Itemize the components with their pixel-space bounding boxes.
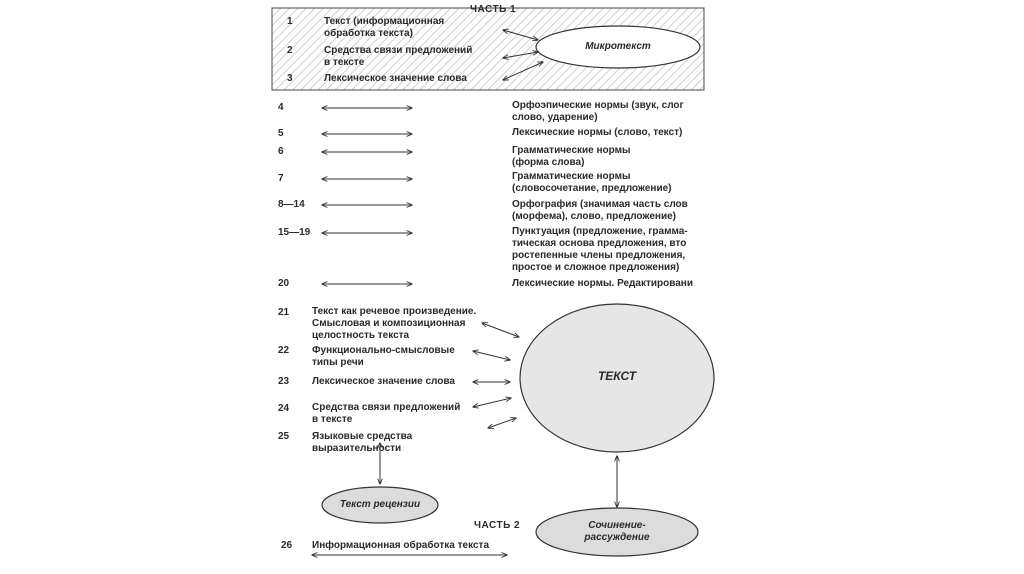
row-num: 2 [287, 45, 293, 56]
text-bubble-label: ТЕКСТ [597, 369, 637, 383]
arrow-22-text [473, 351, 510, 360]
row-num: 23 [278, 376, 290, 387]
part2-header: ЧАСТЬ 2 [474, 520, 521, 531]
row-text: Средства связи предложений в тексте [312, 402, 461, 425]
microtext-label: Микротекст [585, 41, 651, 52]
row-num: 8—14 [278, 199, 305, 210]
arrow-24-text [473, 398, 511, 407]
row-text: Функционально-смысловые типы речи [312, 345, 455, 368]
row-num: 25 [278, 431, 290, 442]
row-num: 4 [278, 102, 284, 113]
arrow-21-text [482, 323, 519, 337]
row-num: 21 [278, 307, 290, 318]
row-num: 20 [278, 278, 290, 289]
row-text: Орфография (значимая часть слов (морфема), слово, предложение) [512, 199, 688, 222]
row-text: Орфоэпические нормы (звук, слог слово, ударение) [512, 100, 684, 123]
row-num: 3 [287, 73, 293, 84]
row-text: Пунктуация (предложение, грамма- тическая основа предложения, вто ростепенные члены предложения, простое и сложное предложения) [512, 226, 688, 273]
row-num: 22 [278, 345, 290, 356]
review-bubble-label: Текст рецензии [339, 499, 421, 510]
row-text: Текст как речевое произведение. Смысловая и композиционная целостность текста [312, 306, 477, 341]
row-num: 6 [278, 146, 284, 157]
essay-bubble-label: Сочинение- рассуждение [584, 520, 650, 543]
row-text: Грамматические нормы (словосочетание, предложение) [512, 171, 672, 194]
row-num: 15—19 [278, 227, 311, 238]
row-num: 5 [278, 128, 284, 139]
row-text: Средства связи предложений в тексте [324, 45, 473, 68]
row-text: Грамматические нормы (форма слова) [512, 145, 631, 168]
row-text: Лексическое значение слова [324, 73, 467, 84]
row-num: 1 [287, 16, 293, 27]
part1-header: ЧАСТЬ 1 [470, 4, 517, 15]
arrow-25-text [488, 418, 516, 428]
row-num: 24 [278, 403, 290, 414]
row-text: Языковые средства выразительности [312, 431, 413, 454]
row-text: Лексическое значение слова [312, 376, 455, 387]
row-num: 7 [278, 173, 284, 184]
row-num: 26 [281, 540, 293, 551]
row-text: Лексические нормы. Редактировани [512, 278, 693, 289]
row-text: Информационная обработка текста [312, 540, 490, 551]
row-text: Лексические нормы (слово, текст) [512, 127, 683, 138]
row-text: Текст (информационная обработка текста) [324, 16, 445, 39]
